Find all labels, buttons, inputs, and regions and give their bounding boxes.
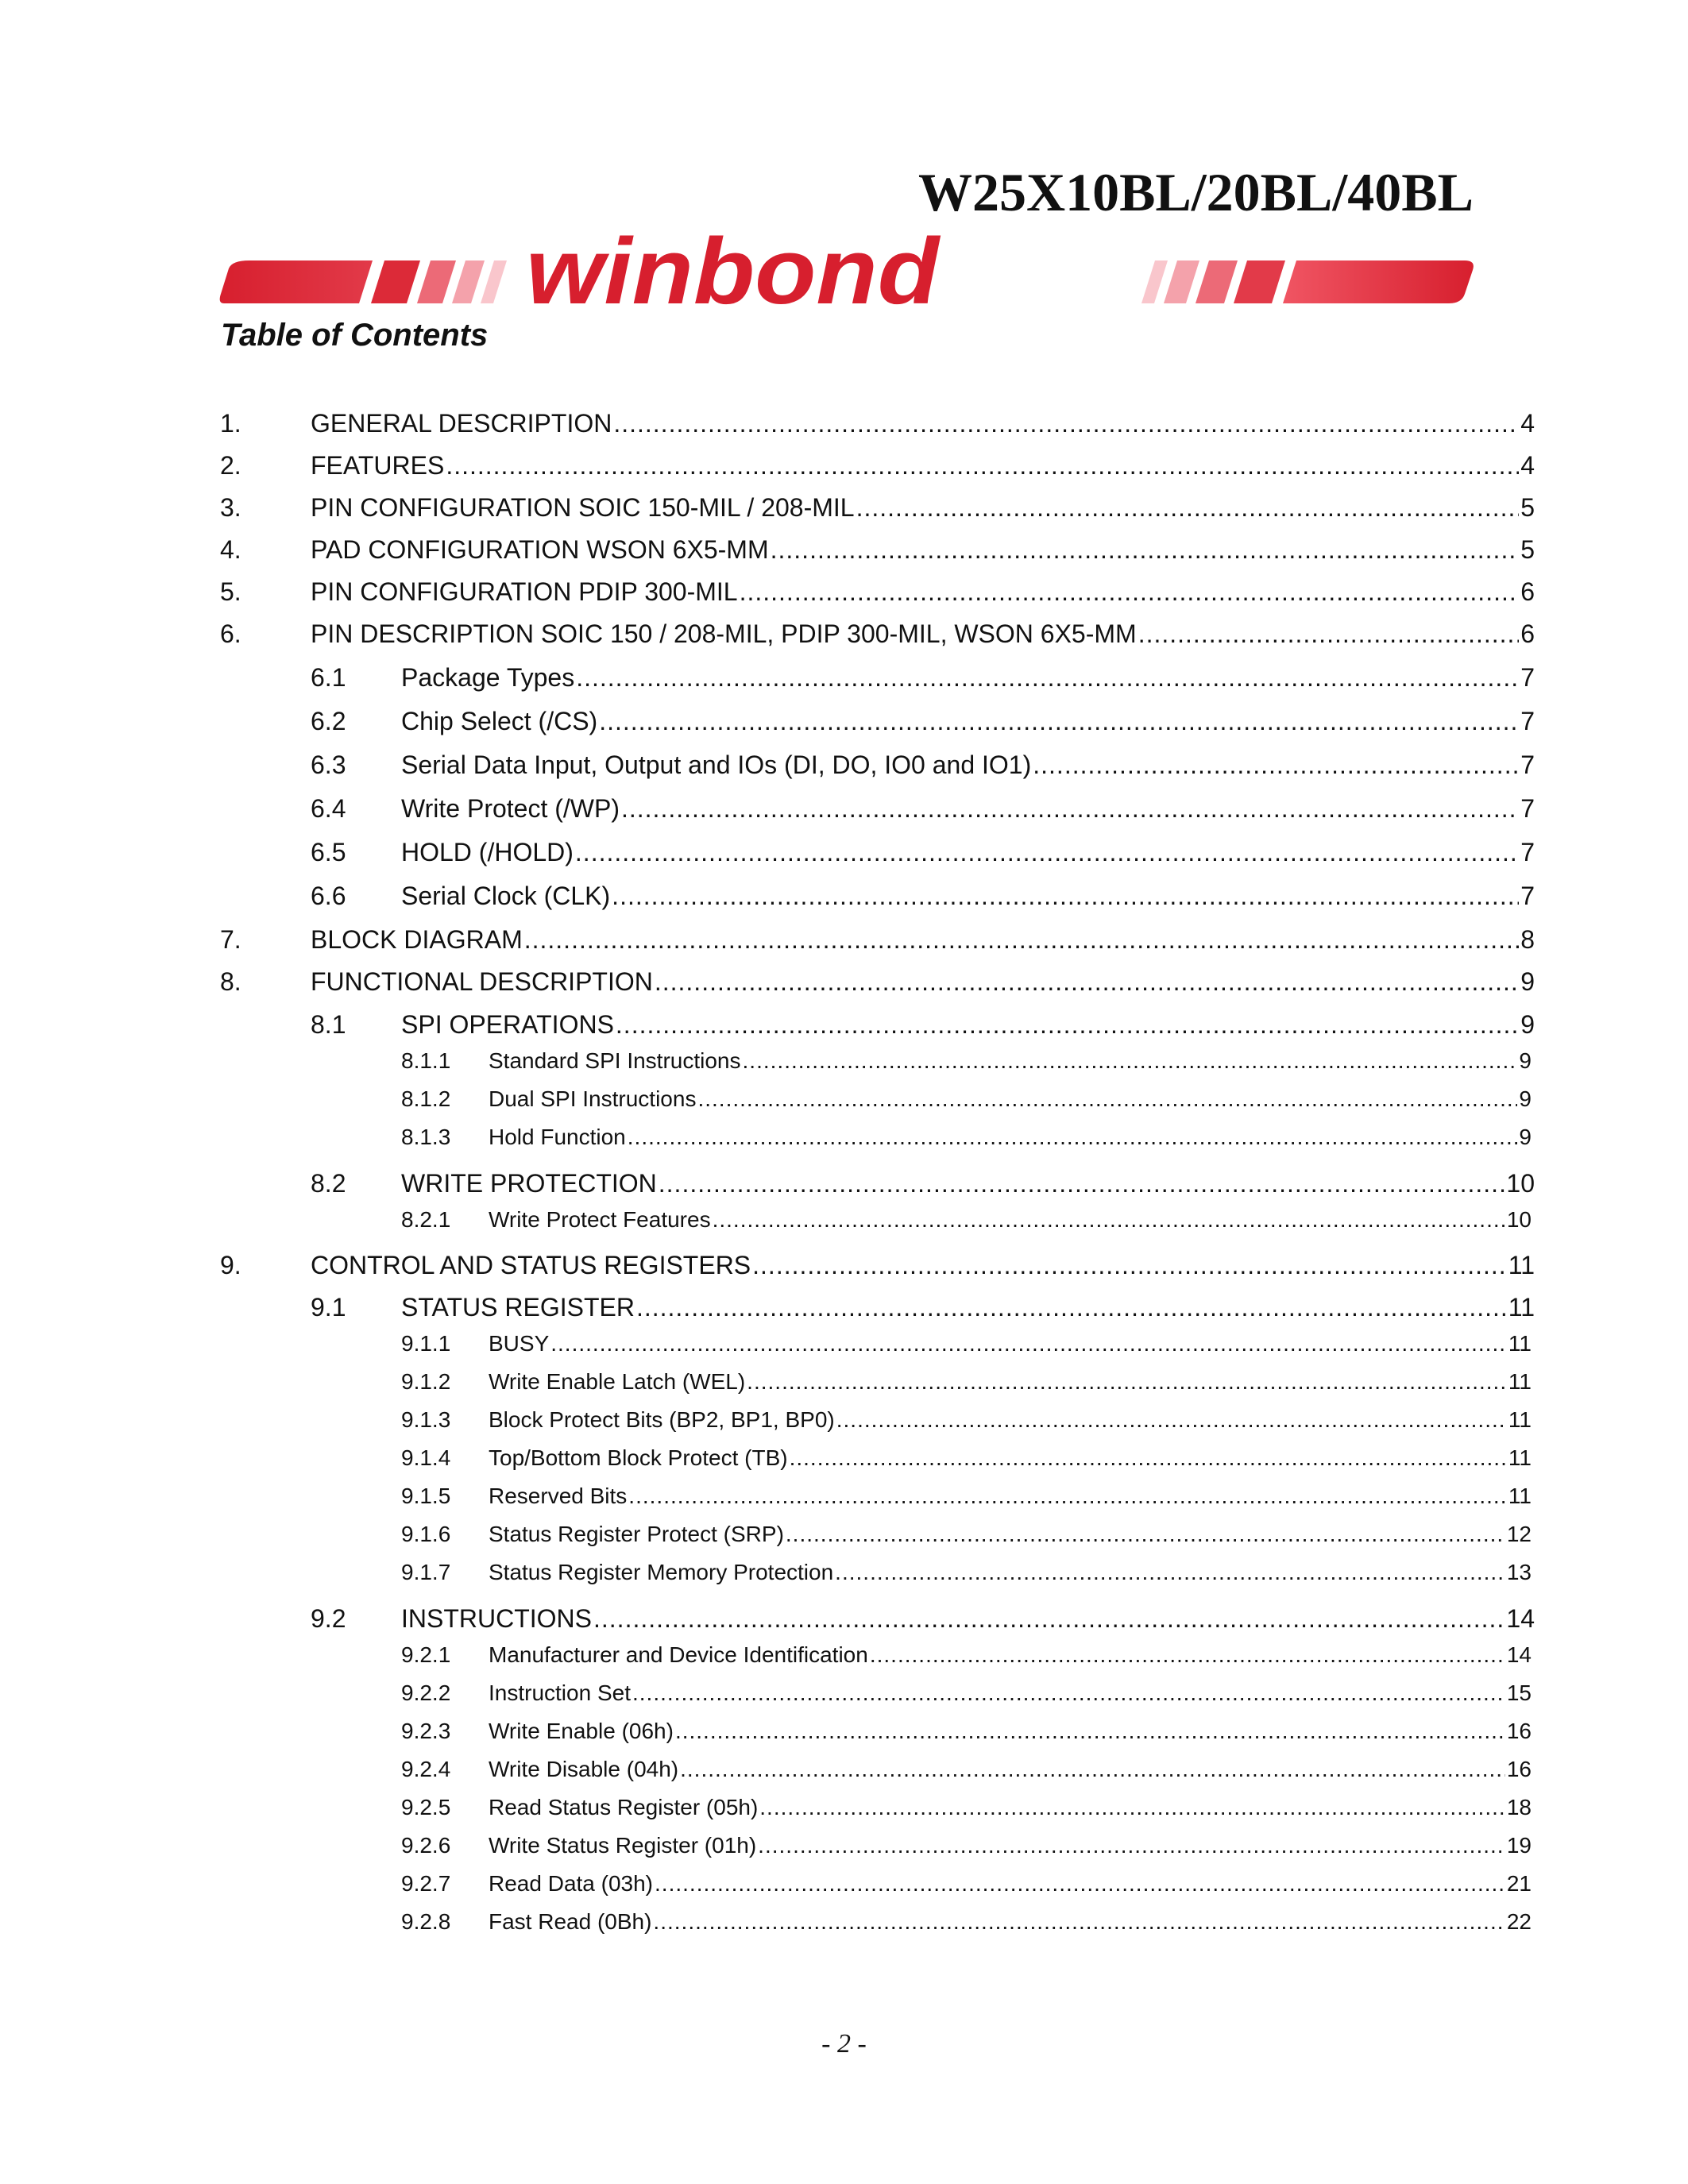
toc-entry-page: 7 <box>1520 707 1535 735</box>
toc-entry[interactable] <box>220 535 1535 565</box>
toc-entry-page: 21 <box>1506 1871 1532 1896</box>
toc-entry-page: 16 <box>1506 1719 1532 1743</box>
toc-entry-number: 9.2.7 <box>401 1871 451 1896</box>
toc-entry-number: 8.1.2 <box>401 1086 451 1111</box>
toc-entry[interactable] <box>401 1642 1532 1668</box>
toc-entry[interactable] <box>311 794 1535 824</box>
toc-entry[interactable] <box>220 451 1535 480</box>
toc-entry-number: 9.1.2 <box>401 1369 451 1394</box>
toc-entry-page: 12 <box>1506 1522 1532 1546</box>
dot-leader <box>758 1833 1505 1858</box>
toc-entry-label: GENERAL DESCRIPTION <box>311 409 612 438</box>
toc-entry[interactable] <box>401 1757 1532 1782</box>
toc-entry-number: 9.2.4 <box>401 1757 451 1781</box>
toc-heading: Table of Contents <box>221 318 489 353</box>
dot-leader <box>856 493 1520 523</box>
toc-entry[interactable] <box>311 663 1535 693</box>
dot-leader <box>1138 619 1520 649</box>
dot-leader <box>628 1125 1518 1150</box>
toc-entry[interactable] <box>220 409 1535 438</box>
toc-entry-number: 9.2 <box>311 1604 346 1633</box>
toc-entry-number: 9.2.5 <box>401 1795 451 1819</box>
toc-entry-label: Fast Read (0Bh) <box>489 1909 652 1934</box>
toc-entry-number: 7. <box>220 925 241 954</box>
dot-leader <box>575 838 1519 867</box>
toc-entry-page: 11 <box>1508 1445 1532 1470</box>
toc-entry-label: Write Disable (04h) <box>489 1757 679 1781</box>
dot-leader <box>747 1369 1507 1395</box>
toc-entry-number: 6.6 <box>311 882 346 910</box>
toc-entry[interactable] <box>220 1251 1535 1280</box>
toc-entry-label: Standard SPI Instructions <box>489 1048 741 1073</box>
toc-entry[interactable] <box>401 1522 1532 1547</box>
dot-leader <box>713 1207 1505 1233</box>
dot-leader <box>659 1169 1505 1198</box>
dot-leader <box>621 794 1519 824</box>
toc-entry-number: 6.5 <box>311 838 346 866</box>
toc-entry[interactable] <box>401 1331 1532 1356</box>
dot-leader <box>836 1407 1507 1433</box>
toc-entry-label: BUSY <box>489 1331 550 1356</box>
toc-entry-label: CONTROL AND STATUS REGISTERS <box>311 1251 751 1279</box>
toc-entry-label: Chip Select (/CS) <box>401 707 598 735</box>
toc-entry-label: Serial Clock (CLK) <box>401 882 611 910</box>
toc-entry[interactable] <box>401 1125 1532 1150</box>
toc-entry-page: 9 <box>1519 1048 1532 1073</box>
toc-entry-number: 2. <box>220 451 241 480</box>
toc-entry-page: 11 <box>1508 1293 1535 1322</box>
toc-entry-label: Block Protect Bits (BP2, BP1, BP0) <box>489 1407 835 1432</box>
toc-entry-number: 9.1.5 <box>401 1484 451 1508</box>
dot-leader <box>613 409 1519 438</box>
toc-entry-number: 6. <box>220 619 241 648</box>
toc-entry[interactable] <box>220 619 1535 649</box>
toc-entry-label: Write Enable Latch (WEL) <box>489 1369 746 1394</box>
toc-entry-label: Write Protect (/WP) <box>401 794 620 823</box>
toc-entry[interactable] <box>311 1169 1535 1198</box>
toc-entry-number: 8.2.1 <box>401 1207 451 1232</box>
toc-entry[interactable] <box>311 1010 1535 1040</box>
toc-entry-label: Reserved Bits <box>489 1484 628 1508</box>
toc-entry[interactable] <box>401 1909 1532 1935</box>
toc-entry-page: 9 <box>1519 1125 1532 1149</box>
toc-entry-number: 8. <box>220 967 241 996</box>
toc-entry[interactable] <box>311 1604 1535 1634</box>
toc-entry[interactable] <box>401 1369 1532 1395</box>
dot-leader <box>752 1251 1507 1280</box>
dot-leader <box>680 1757 1505 1782</box>
toc-entry-page: 4 <box>1520 451 1535 480</box>
toc-entry-page: 7 <box>1520 663 1535 692</box>
dot-leader <box>759 1795 1505 1820</box>
toc-entry-label: Top/Bottom Block Protect (TB) <box>489 1445 788 1470</box>
toc-entry-label: SPI OPERATIONS <box>401 1010 614 1039</box>
toc-entry[interactable] <box>311 882 1535 911</box>
toc-entry-label: INSTRUCTIONS <box>401 1604 592 1633</box>
toc-entry-label: Instruction Set <box>489 1680 631 1705</box>
toc-entry-number: 3. <box>220 493 241 522</box>
dot-leader <box>1033 751 1519 780</box>
dot-leader <box>524 925 1519 955</box>
toc-entry-label: FEATURES <box>311 451 445 480</box>
toc-entry-number: 8.1.3 <box>401 1125 451 1149</box>
toc-entry-page: 11 <box>1508 1251 1535 1279</box>
toc-entry-page: 13 <box>1506 1560 1532 1584</box>
toc-entry[interactable] <box>311 707 1535 736</box>
page-number: - 2 - <box>821 2029 867 2059</box>
dot-leader <box>655 1871 1505 1897</box>
toc-entry-page: 9 <box>1519 1086 1532 1111</box>
toc-entry-label: WRITE PROTECTION <box>401 1169 657 1198</box>
toc-entry-number: 6.4 <box>311 794 346 823</box>
toc-entry-number: 1. <box>220 409 241 438</box>
toc-entry-label: PIN DESCRIPTION SOIC 150 / 208-MIL, PDIP 300-MIL, WSON 6X5-MM <box>311 619 1137 648</box>
toc-entry-number: 9. <box>220 1251 241 1279</box>
toc-entry-label: PIN CONFIGURATION PDIP 300-MIL <box>311 577 738 606</box>
toc-entry-page: 11 <box>1508 1331 1532 1356</box>
dot-leader <box>835 1560 1505 1585</box>
toc-entry-number: 9.2.6 <box>401 1833 451 1858</box>
toc-entry-label: Dual SPI Instructions <box>489 1086 697 1111</box>
toc-entry-number: 6.2 <box>311 707 346 735</box>
toc-entry-number: 9.1.3 <box>401 1407 451 1432</box>
toc-entry-page: 14 <box>1506 1642 1532 1667</box>
toc-entry[interactable] <box>401 1086 1532 1112</box>
toc-entry-label: PIN CONFIGURATION SOIC 150-MIL / 208-MIL <box>311 493 855 522</box>
toc-entry-number: 6.1 <box>311 663 346 692</box>
logo-wordmark: winbond <box>526 230 942 314</box>
dot-leader <box>653 1909 1505 1935</box>
toc-entry-label: HOLD (/HOLD) <box>401 838 574 866</box>
toc-entry-number: 9.1 <box>311 1293 346 1322</box>
toc-entry[interactable] <box>311 751 1535 780</box>
toc-entry-page: 7 <box>1520 838 1535 866</box>
toc-entry[interactable] <box>311 1293 1535 1322</box>
toc-entry-label: STATUS REGISTER <box>401 1293 635 1322</box>
toc-entry-page: 5 <box>1520 535 1535 564</box>
dot-leader <box>697 1086 1517 1112</box>
dot-leader <box>790 1445 1507 1471</box>
toc-entry-page: 7 <box>1520 751 1535 779</box>
toc-entry-number: 9.1.6 <box>401 1522 451 1546</box>
dot-leader <box>771 535 1520 565</box>
toc-entry-page: 16 <box>1506 1757 1532 1781</box>
toc-entry[interactable] <box>220 493 1535 523</box>
toc-entry-page: 18 <box>1506 1795 1532 1819</box>
toc-entry-number: 9.2.3 <box>401 1719 451 1743</box>
dot-leader <box>655 967 1519 997</box>
dot-leader <box>743 1048 1518 1074</box>
dot-leader <box>593 1604 1505 1634</box>
dot-leader <box>550 1331 1507 1356</box>
dot-leader <box>599 707 1519 736</box>
toc-entry[interactable] <box>401 1795 1532 1820</box>
toc-entry-page: 6 <box>1520 619 1535 648</box>
toc-entry-page: 11 <box>1508 1369 1532 1394</box>
toc-entry-number: 9.1.1 <box>401 1331 451 1356</box>
toc-entry-number: 4. <box>220 535 241 564</box>
toc-entry-page: 10 <box>1506 1169 1535 1198</box>
toc-entry-label: Status Register Protect (SRP) <box>489 1522 784 1546</box>
dot-leader <box>616 1010 1519 1040</box>
toc-entry[interactable] <box>220 967 1535 997</box>
toc-entry-label: PAD CONFIGURATION WSON 6X5-MM <box>311 535 769 564</box>
toc-entry-number: 9.2.8 <box>401 1909 451 1934</box>
toc-entry-number: 8.2 <box>311 1169 346 1198</box>
dot-leader <box>786 1522 1505 1547</box>
toc-entry-number: 8.1 <box>311 1010 346 1039</box>
toc-entry-number: 5. <box>220 577 241 606</box>
toc-entry-label: Read Status Register (05h) <box>489 1795 759 1819</box>
dot-leader <box>675 1719 1505 1744</box>
toc-entry-page: 14 <box>1506 1604 1535 1633</box>
toc-entry-label: Write Protect Features <box>489 1207 711 1232</box>
toc-entry-number: 8.1.1 <box>401 1048 451 1073</box>
toc-entry[interactable] <box>401 1719 1532 1744</box>
toc-entry[interactable] <box>220 577 1535 607</box>
toc-entry-number: 9.2.2 <box>401 1680 451 1705</box>
toc-entry-number: 9.1.4 <box>401 1445 451 1470</box>
toc-entry-page: 8 <box>1520 925 1535 954</box>
dot-leader <box>628 1484 1507 1509</box>
toc-entry[interactable] <box>401 1445 1532 1471</box>
toc-entry-number: 6.3 <box>311 751 346 779</box>
toc-entry[interactable] <box>401 1407 1532 1433</box>
toc-entry[interactable] <box>401 1871 1532 1897</box>
toc-entry-page: 11 <box>1508 1407 1532 1432</box>
toc-entry-label: Hold Function <box>489 1125 626 1149</box>
toc-entry-page: 22 <box>1506 1909 1532 1934</box>
toc-entry-page: 7 <box>1520 882 1535 910</box>
toc-entry-label: Serial Data Input, Output and IOs (DI, DO, IO0 and IO1) <box>401 751 1032 779</box>
toc-entry[interactable] <box>220 925 1535 955</box>
toc-entry-label: FUNCTIONAL DESCRIPTION <box>311 967 653 996</box>
dot-leader <box>870 1642 1505 1668</box>
toc-entry-page: 15 <box>1506 1680 1532 1705</box>
toc-entry-page: 10 <box>1506 1207 1532 1232</box>
toc-entry-number: 9.1.7 <box>401 1560 451 1584</box>
document-title: W25X10BL/20BL/40BL <box>917 162 1474 222</box>
toc-entry-number: 9.2.1 <box>401 1642 451 1667</box>
toc-entry-page: 5 <box>1520 493 1535 522</box>
toc-entry[interactable] <box>401 1833 1532 1858</box>
dot-leader <box>636 1293 1507 1322</box>
toc-entry-label: Status Register Memory Protection <box>489 1560 834 1584</box>
toc-entry-page: 6 <box>1520 577 1535 606</box>
toc-entry-label: Write Enable (06h) <box>489 1719 674 1743</box>
toc-entry-label: Package Types <box>401 663 575 692</box>
toc-entry-label: Write Status Register (01h) <box>489 1833 757 1858</box>
toc-entry[interactable] <box>401 1560 1532 1585</box>
toc-entry-label: Manufacturer and Device Identification <box>489 1642 868 1667</box>
dot-leader <box>740 577 1520 607</box>
dot-leader <box>612 882 1519 911</box>
toc-entry[interactable] <box>401 1048 1532 1074</box>
toc-entry-page: 19 <box>1506 1833 1532 1858</box>
toc-entry-page: 4 <box>1520 409 1535 438</box>
toc-entry-page: 7 <box>1520 794 1535 823</box>
toc-entry[interactable] <box>401 1484 1532 1509</box>
toc-entry-page: 11 <box>1508 1484 1532 1508</box>
toc-entry-label: Read Data (03h) <box>489 1871 654 1896</box>
toc-entry[interactable] <box>401 1207 1532 1233</box>
dot-leader <box>632 1680 1505 1706</box>
toc-entry[interactable] <box>401 1680 1532 1706</box>
toc-entry[interactable] <box>311 838 1535 867</box>
toc-entry-label: BLOCK DIAGRAM <box>311 925 523 954</box>
toc-entry-page: 9 <box>1520 1010 1535 1039</box>
dot-leader <box>446 451 1519 480</box>
toc-entry-page: 9 <box>1520 967 1535 996</box>
dot-leader <box>576 663 1519 693</box>
